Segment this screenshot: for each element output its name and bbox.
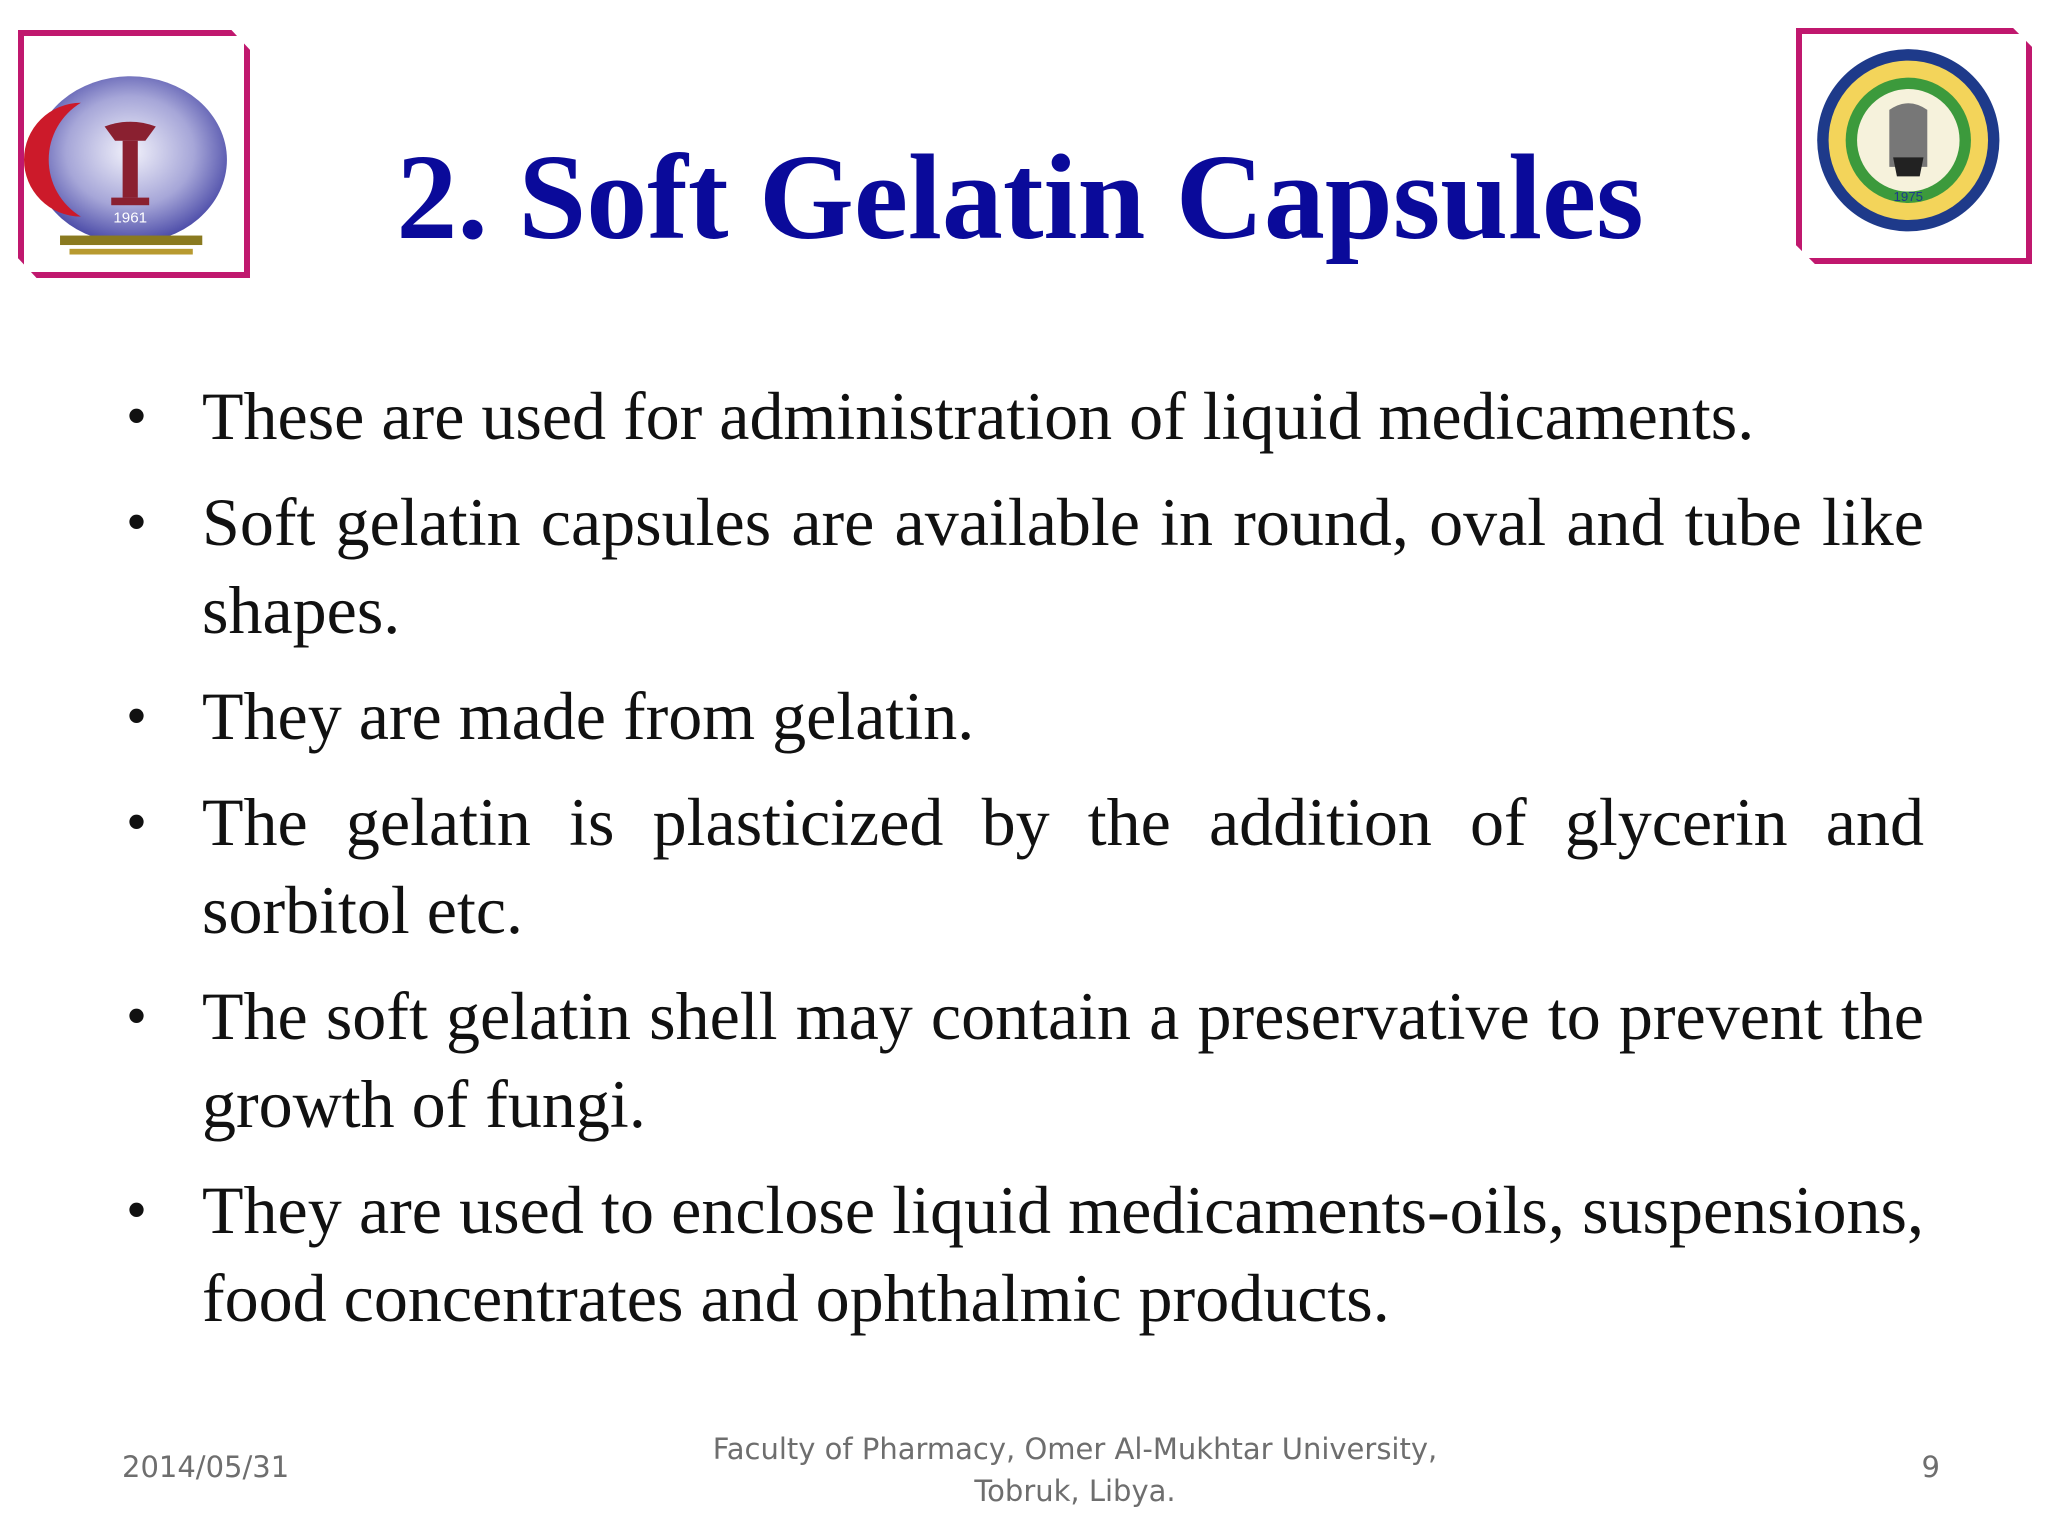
footer-institution: [660, 1428, 1490, 1512]
bullet-item: [118, 372, 1924, 460]
bullet-text: They are used to enclose liquid medicaments-oils, suspensions, food concentrates and ophthalmic products.: [202, 1172, 1924, 1336]
footer-institution-line2: Tobruk, Libya.: [974, 1474, 1176, 1508]
bullet-text: The soft gelatin shell may contain a preservative to prevent the growth of fungi.: [202, 978, 1924, 1142]
slide-title: 2. Soft Gelatin Capsules: [396, 130, 1644, 265]
bullet-text: Soft gelatin capsules are available in round, oval and tube like shapes.: [202, 484, 1924, 648]
bullet-item: [118, 778, 1924, 954]
bullet-item: [118, 972, 1924, 1148]
bullet-item: [118, 1166, 1924, 1342]
bullet-dot-icon: •: [126, 383, 148, 449]
bullet-text: The gelatin is plasticized by the addition of glycerin and sorbitol etc.: [202, 784, 1924, 948]
bullet-dot-icon: •: [126, 789, 148, 855]
bullet-text: They are made from gelatin.: [202, 678, 975, 754]
bullet-dot-icon: •: [126, 1177, 148, 1243]
bullet-dot-icon: •: [126, 683, 148, 749]
footer-institution-line1: Faculty of Pharmacy, Omer Al-Mukhtar University,: [712, 1432, 1438, 1466]
right-logo-frame: [1796, 28, 2032, 264]
bullet-item: [118, 672, 1924, 760]
university-seal-icon: [1802, 34, 2026, 258]
left-logo-frame: [18, 30, 250, 278]
left-logo-year: 1961: [113, 209, 148, 227]
footer-page-number: 9: [1921, 1450, 1940, 1484]
bullet-list: [118, 372, 1924, 1360]
bullet-dot-icon: •: [126, 489, 148, 555]
bullet-text: These are used for administration of liquid medicaments.: [202, 378, 1755, 454]
bullet-dot-icon: •: [126, 983, 148, 1049]
footer-date: 2014/05/31: [122, 1450, 290, 1484]
pharmacy-faculty-logo-icon: [24, 36, 244, 272]
right-logo-year: 1975: [1893, 189, 1924, 205]
bullet-item: [118, 478, 1924, 654]
